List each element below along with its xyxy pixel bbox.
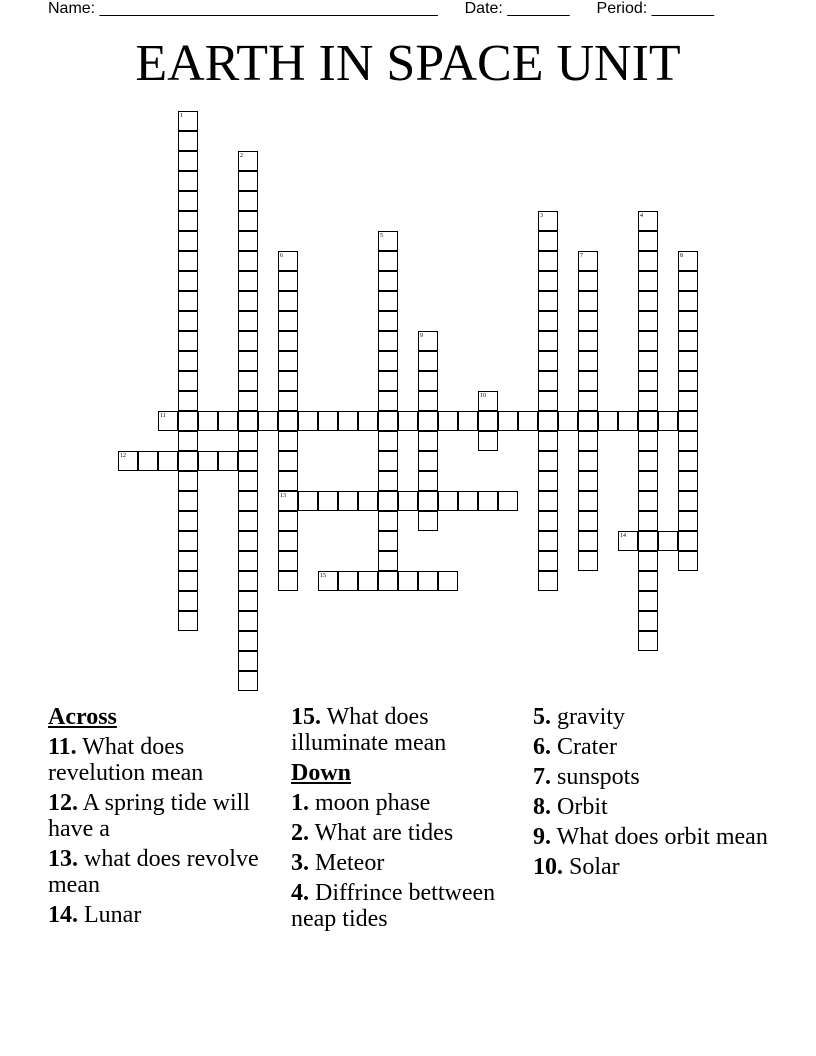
crossword-cell[interactable]	[498, 411, 518, 431]
crossword-cell[interactable]	[398, 571, 418, 591]
crossword-cell[interactable]	[638, 291, 658, 311]
crossword-cell[interactable]	[178, 511, 198, 531]
crossword-cell[interactable]	[178, 471, 198, 491]
clue-number: 14.	[48, 902, 78, 928]
crossword-cell[interactable]	[278, 331, 298, 351]
crossword-cell[interactable]	[418, 431, 438, 451]
crossword-cell[interactable]	[538, 331, 558, 351]
crossword-cell[interactable]	[278, 451, 298, 471]
crossword-cell[interactable]	[238, 231, 258, 251]
crossword-cell[interactable]	[638, 531, 658, 551]
clue-text: what does revolve mean	[48, 846, 259, 898]
crossword-cell[interactable]	[318, 411, 338, 431]
crossword-cell[interactable]	[178, 411, 198, 431]
crossword-cell[interactable]	[538, 351, 558, 371]
crossword-cell[interactable]	[178, 311, 198, 331]
crossword-cell[interactable]	[418, 411, 438, 431]
crossword-cell[interactable]	[558, 411, 578, 431]
clue-number: 9.	[533, 824, 551, 850]
across-heading: Across	[48, 704, 117, 730]
clue-number: 13.	[48, 846, 78, 872]
crossword-cell[interactable]	[238, 571, 258, 591]
crossword-cell[interactable]	[518, 411, 538, 431]
crossword-cell[interactable]	[238, 611, 258, 631]
crossword-cell[interactable]	[278, 271, 298, 291]
period-line[interactable]: _______	[651, 0, 714, 17]
crossword-cell[interactable]	[638, 351, 658, 371]
crossword-cell[interactable]	[178, 351, 198, 371]
crossword-cell[interactable]	[538, 571, 558, 591]
down-heading: Down	[291, 760, 352, 786]
clue-number: 12.	[48, 790, 78, 816]
crossword-cell[interactable]	[278, 571, 298, 591]
clue-number: 15.	[291, 704, 321, 730]
crossword-cell[interactable]	[638, 391, 658, 411]
across-clue-12	[48, 790, 283, 842]
crossword-cell[interactable]	[578, 311, 598, 331]
name-line[interactable]: ______________________________________	[99, 0, 438, 17]
clue-number: 4.	[291, 880, 309, 906]
crossword-cell[interactable]	[538, 311, 558, 331]
crossword-cell[interactable]	[578, 431, 598, 451]
crossword-cell[interactable]	[318, 491, 338, 511]
crossword-cell[interactable]	[678, 491, 698, 511]
crossword-cell[interactable]	[538, 511, 558, 531]
crossword-cell[interactable]	[238, 591, 258, 611]
crossword-cell[interactable]	[578, 411, 598, 431]
clue-text: Diffrince bettween neap tides	[291, 880, 496, 932]
crossword-cell[interactable]	[178, 611, 198, 631]
crossword-cell[interactable]	[178, 171, 198, 191]
crossword-cell[interactable]	[618, 411, 638, 431]
clue-number-1: 1	[180, 113, 183, 119]
clue-number: 1.	[291, 790, 309, 816]
down-clue-9	[533, 824, 768, 850]
crossword-cell[interactable]	[278, 531, 298, 551]
date-label: Date:	[464, 0, 503, 17]
clue-text: Solar	[563, 854, 620, 880]
crossword-cell[interactable]	[578, 371, 598, 391]
crossword-cell[interactable]	[418, 371, 438, 391]
crossword-cell[interactable]	[178, 331, 198, 351]
crossword-cell[interactable]	[158, 451, 178, 471]
crossword-cell[interactable]	[238, 191, 258, 211]
clue-number: 3.	[291, 850, 309, 876]
crossword-cell[interactable]	[338, 571, 358, 591]
crossword-cell[interactable]	[238, 671, 258, 691]
crossword-cell[interactable]	[178, 131, 198, 151]
crossword-cell[interactable]	[178, 391, 198, 411]
crossword-cell[interactable]	[378, 431, 398, 451]
crossword-cell[interactable]	[578, 511, 598, 531]
clue-number-8: 8	[680, 253, 683, 259]
crossword-cell[interactable]	[638, 491, 658, 511]
crossword-cell[interactable]	[238, 391, 258, 411]
crossword-cell[interactable]	[178, 591, 198, 611]
crossword-cell[interactable]	[378, 251, 398, 271]
crossword-cell[interactable]	[678, 511, 698, 531]
crossword-cell[interactable]	[638, 431, 658, 451]
crossword-cell[interactable]	[278, 551, 298, 571]
crossword-cell[interactable]	[638, 551, 658, 571]
crossword-cell[interactable]	[398, 411, 418, 431]
clue-number-12: 12	[120, 453, 126, 459]
crossword-cell[interactable]	[398, 491, 418, 511]
crossword-cell[interactable]	[378, 351, 398, 371]
crossword-cell[interactable]	[578, 451, 598, 471]
clue-text: What are tides	[309, 820, 454, 846]
period-label: Period:	[596, 0, 648, 17]
crossword-cell[interactable]	[178, 491, 198, 511]
clue-text: Lunar	[78, 902, 142, 928]
crossword-cell[interactable]	[418, 451, 438, 471]
clue-text: What does illuminate mean	[291, 704, 447, 756]
crossword-cell[interactable]	[638, 371, 658, 391]
clue-number-4: 4	[640, 213, 643, 219]
crossword-cell[interactable]	[638, 571, 658, 591]
crossword-cell[interactable]	[218, 411, 238, 431]
name-label: Name:	[48, 0, 96, 17]
clue-number-10: 10	[480, 393, 486, 399]
crossword-cell[interactable]	[378, 491, 398, 511]
crossword-cell[interactable]	[238, 371, 258, 391]
clue-number-14: 14	[620, 533, 626, 539]
crossword-cell[interactable]	[538, 411, 558, 431]
crossword-cell[interactable]	[378, 571, 398, 591]
crossword-cell[interactable]	[278, 311, 298, 331]
page-title: EARTH IN SPACE UNIT	[135, 35, 681, 92]
crossword-cell[interactable]	[678, 411, 698, 431]
crossword-cell[interactable]	[538, 451, 558, 471]
crossword-cell[interactable]	[178, 551, 198, 571]
clue-number: 7.	[533, 764, 551, 790]
crossword-cell[interactable]	[438, 571, 458, 591]
crossword-cell[interactable]	[178, 191, 198, 211]
crossword-cell[interactable]	[218, 451, 238, 471]
crossword-cell[interactable]	[378, 371, 398, 391]
crossword-cell[interactable]	[678, 351, 698, 371]
crossword-cell[interactable]	[638, 251, 658, 271]
crossword-cell[interactable]	[238, 531, 258, 551]
crossword-cell[interactable]	[238, 351, 258, 371]
crossword-cell[interactable]	[418, 571, 438, 591]
clue-number-15: 15	[320, 573, 326, 579]
crossword-cell[interactable]	[678, 431, 698, 451]
clue-number-7: 7	[580, 253, 583, 259]
crossword-cell[interactable]	[578, 351, 598, 371]
crossword-cell[interactable]	[238, 451, 258, 471]
crossword-cell[interactable]	[578, 291, 598, 311]
down-clue-2	[291, 820, 526, 846]
clues-column-2	[291, 704, 526, 936]
crossword-cell[interactable]	[438, 411, 458, 431]
crossword-cell[interactable]	[338, 411, 358, 431]
crossword-cell[interactable]	[578, 391, 598, 411]
clue-number: 8.	[533, 794, 551, 820]
crossword-cell[interactable]	[378, 311, 398, 331]
crossword-cell[interactable]	[178, 231, 198, 251]
crossword-cell[interactable]	[378, 291, 398, 311]
clue-number-2: 2	[240, 153, 243, 159]
crossword-cell[interactable]	[658, 411, 678, 431]
across-clue-11	[48, 734, 283, 786]
crossword-cell[interactable]	[238, 291, 258, 311]
crossword-cell[interactable]	[638, 231, 658, 251]
crossword-cell[interactable]	[418, 471, 438, 491]
crossword-cell[interactable]	[638, 591, 658, 611]
crossword-cell[interactable]	[178, 271, 198, 291]
crossword-cell[interactable]	[178, 251, 198, 271]
crossword-cell[interactable]	[638, 451, 658, 471]
crossword-cell[interactable]	[278, 291, 298, 311]
crossword-cell[interactable]	[418, 511, 438, 531]
crossword-cell[interactable]	[298, 491, 318, 511]
crossword-cell[interactable]	[378, 271, 398, 291]
crossword-cell[interactable]	[238, 551, 258, 571]
crossword-cell[interactable]	[278, 471, 298, 491]
crossword-cell[interactable]	[358, 571, 378, 591]
clue-text: gravity	[551, 704, 625, 730]
crossword-cell[interactable]	[538, 391, 558, 411]
clue-number: 11.	[48, 734, 77, 760]
clue-number: 2.	[291, 820, 309, 846]
crossword-cell[interactable]	[178, 571, 198, 591]
clue-text: What does revelution mean	[48, 734, 204, 786]
clue-number-9: 9	[420, 333, 423, 339]
crossword-cell[interactable]	[578, 491, 598, 511]
clue-text: A spring tide will have a	[48, 790, 251, 842]
crossword-cell[interactable]	[238, 171, 258, 191]
crossword-cell[interactable]	[538, 551, 558, 571]
crossword-cell[interactable]	[358, 411, 378, 431]
clue-text: sunspots	[551, 764, 640, 790]
crossword-cell[interactable]	[178, 451, 198, 471]
crossword-cell[interactable]	[238, 631, 258, 651]
crossword-cell[interactable]	[538, 491, 558, 511]
crossword-cell[interactable]	[538, 431, 558, 451]
crossword-cell[interactable]	[678, 471, 698, 491]
crossword-cell[interactable]	[338, 491, 358, 511]
down-clue-6	[533, 734, 768, 760]
crossword-cell[interactable]	[198, 451, 218, 471]
down-clue-8	[533, 794, 768, 820]
crossword-cell[interactable]	[238, 311, 258, 331]
crossword-cell[interactable]	[578, 551, 598, 571]
crossword-cell[interactable]	[278, 371, 298, 391]
crossword-cell[interactable]	[538, 231, 558, 251]
crossword-cell[interactable]	[538, 471, 558, 491]
crossword-cell[interactable]	[178, 431, 198, 451]
crossword-cell[interactable]	[638, 471, 658, 491]
crossword-cell[interactable]	[638, 611, 658, 631]
crossword-cell[interactable]	[478, 491, 498, 511]
crossword-cell[interactable]	[278, 411, 298, 431]
across-clue-13	[48, 846, 283, 898]
crossword-cell[interactable]	[678, 531, 698, 551]
crossword-cell[interactable]	[678, 391, 698, 411]
crossword-cell[interactable]	[438, 491, 458, 511]
clue-number-11: 11	[160, 413, 166, 419]
crossword-cell[interactable]	[498, 491, 518, 511]
crossword-cell[interactable]	[178, 211, 198, 231]
clue-number-5: 5	[380, 233, 383, 239]
crossword-cell[interactable]	[458, 411, 478, 431]
crossword-cell[interactable]	[638, 411, 658, 431]
crossword-cell[interactable]	[578, 271, 598, 291]
crossword-cell[interactable]	[638, 271, 658, 291]
crossword-cell[interactable]	[578, 471, 598, 491]
down-clue-4	[291, 880, 526, 932]
crossword-cell[interactable]	[678, 271, 698, 291]
crossword-cell[interactable]	[238, 431, 258, 451]
crossword-cell[interactable]	[378, 451, 398, 471]
crossword-cell[interactable]	[538, 251, 558, 271]
crossword-cell[interactable]	[678, 551, 698, 571]
crossword-cell[interactable]	[138, 451, 158, 471]
crossword-cell[interactable]	[178, 531, 198, 551]
crossword-cell[interactable]	[278, 391, 298, 411]
crossword-cell[interactable]	[278, 511, 298, 531]
crossword-cell[interactable]	[358, 491, 378, 511]
crossword-cell[interactable]	[418, 351, 438, 371]
down-clue-1	[291, 790, 526, 816]
crossword-cell[interactable]	[378, 511, 398, 531]
clue-number: 6.	[533, 734, 551, 760]
crossword-cell[interactable]	[638, 331, 658, 351]
crossword-cell[interactable]	[238, 271, 258, 291]
crossword-cell[interactable]	[478, 431, 498, 451]
crossword-cell[interactable]	[378, 551, 398, 571]
clue-number: 5.	[533, 704, 551, 730]
crossword-cell[interactable]	[378, 331, 398, 351]
crossword-cell[interactable]	[238, 331, 258, 351]
crossword-cell[interactable]	[278, 431, 298, 451]
crossword-cell[interactable]	[678, 331, 698, 351]
crossword-cell[interactable]	[598, 411, 618, 431]
clue-number: 10.	[533, 854, 563, 880]
crossword-cell[interactable]	[478, 411, 498, 431]
crossword-cell[interactable]	[658, 531, 678, 551]
clue-number-13: 13	[280, 493, 286, 499]
crossword-cell[interactable]	[538, 531, 558, 551]
crossword-cell[interactable]	[418, 391, 438, 411]
clue-number-3: 3	[540, 213, 543, 219]
clue-number-6: 6	[280, 253, 283, 259]
crossword-cell[interactable]	[678, 451, 698, 471]
crossword-cell[interactable]	[678, 311, 698, 331]
crossword-cell[interactable]	[238, 491, 258, 511]
down-clue-3	[291, 850, 526, 876]
crossword-cell[interactable]	[238, 411, 258, 431]
crossword-cell[interactable]	[378, 531, 398, 551]
crossword-cell[interactable]	[538, 271, 558, 291]
crossword-cell[interactable]	[458, 491, 478, 511]
clue-text: Crater	[551, 734, 617, 760]
crossword-cell[interactable]	[538, 291, 558, 311]
crossword-cell[interactable]	[638, 631, 658, 651]
crossword-cell[interactable]	[258, 411, 278, 431]
clues-column-1	[48, 704, 283, 932]
crossword-cell[interactable]	[298, 411, 318, 431]
across-clue-14	[48, 902, 283, 928]
across-clue-15	[291, 704, 526, 756]
crossword-cell[interactable]	[238, 251, 258, 271]
crossword-cell[interactable]	[378, 471, 398, 491]
crossword-cell[interactable]	[678, 291, 698, 311]
crossword-cell[interactable]	[538, 371, 558, 391]
crossword-cell[interactable]	[378, 411, 398, 431]
crossword-cell[interactable]	[578, 531, 598, 551]
crossword-cell[interactable]	[238, 651, 258, 671]
crossword-cell[interactable]	[678, 371, 698, 391]
crossword-cell[interactable]	[418, 491, 438, 511]
crossword-cell[interactable]	[638, 311, 658, 331]
clue-text: Meteor	[309, 850, 385, 876]
crossword-cell[interactable]	[178, 151, 198, 171]
crossword-cell[interactable]	[638, 511, 658, 531]
crossword-cell[interactable]	[578, 331, 598, 351]
crossword-cell[interactable]	[278, 351, 298, 371]
crossword-cell[interactable]	[238, 211, 258, 231]
crossword-cell[interactable]	[198, 411, 218, 431]
clue-text: Orbit	[551, 794, 608, 820]
clue-text: moon phase	[309, 790, 431, 816]
down-clue-7	[533, 764, 768, 790]
crossword-cell[interactable]	[378, 391, 398, 411]
crossword-cell[interactable]	[178, 371, 198, 391]
down-clue-10	[533, 854, 768, 880]
crossword-cell[interactable]	[178, 291, 198, 311]
clues-column-3	[533, 704, 768, 884]
crossword-cell[interactable]	[238, 471, 258, 491]
crossword-cell[interactable]	[238, 511, 258, 531]
clue-text: What does orbit mean	[551, 824, 768, 850]
date-line[interactable]: _______	[507, 0, 570, 17]
down-clue-5	[533, 704, 768, 730]
